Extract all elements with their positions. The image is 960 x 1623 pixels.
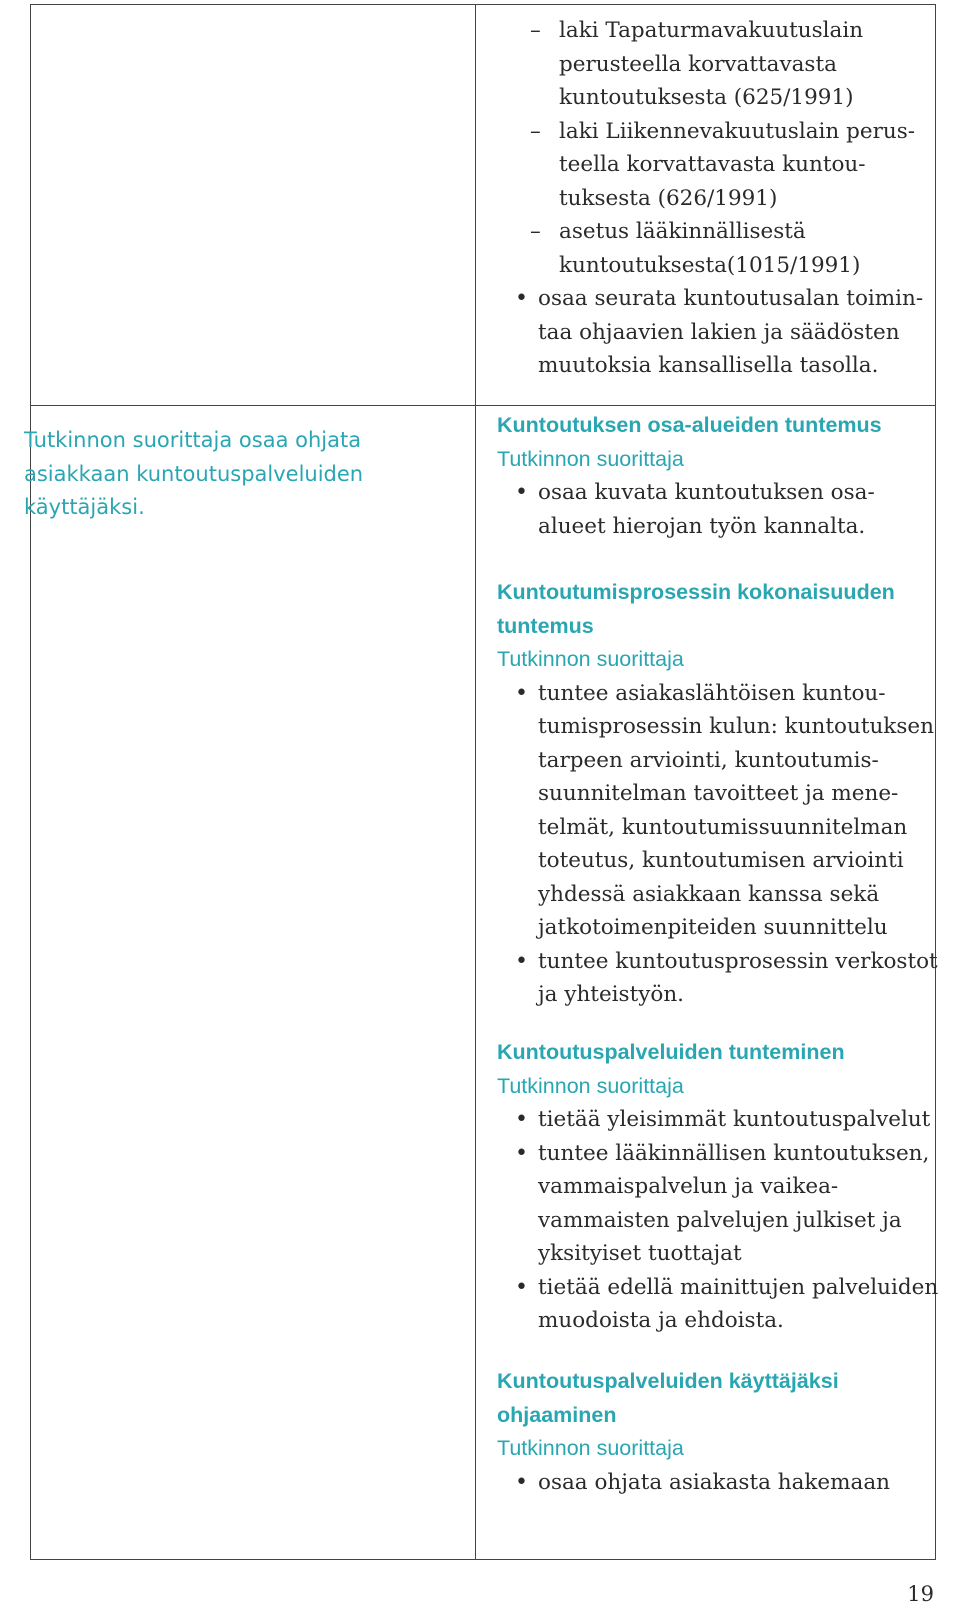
list-item: • tietää yleisimmät kuntoutuspalvelut [497, 1103, 957, 1137]
section-rehabilitation-areas [497, 409, 957, 543]
list-item: • tuntee asiakaslähtöisen kuntou- tumisprosessin kulun: kuntoutuksen tarpeen arviointi, kuntoutumis- suunnitelman tavoitteet ja mene- telmät, kuntoutumissuunnitelman toteutus, kuntoutumisen arviointi yhdessä asiakkaan kanssa sekä jatkotoimenpiteiden suunnittelu [497, 677, 957, 945]
section-subtitle: Tutkinnon suorittaja [497, 1073, 684, 1098]
goal-line: asiakkaan kuntoutuspalveluiden [24, 461, 364, 486]
curriculum-table [24, 4, 939, 1560]
section-rehabilitation-process [497, 576, 957, 1012]
section-title: Kuntoutuksen osa-alueiden tuntemus [497, 413, 882, 437]
section-rehabilitation-services [497, 1036, 957, 1338]
learning-goal-text [24, 424, 454, 525]
bullet-marker: • [515, 680, 528, 706]
bullet-marker: • [515, 286, 528, 311]
section-title: Kuntoutuspalveluiden tunteminen [497, 1040, 845, 1064]
list-item: • tuntee lääkinnällisen kuntoutuksen, vammaispalvelun ja vaikea- vammaisten palvelujen julkiset ja yksityiset tuottajat [497, 1137, 957, 1271]
goal-line: käyttäjäksi. [24, 495, 145, 519]
list-item: • osaa seurata kuntoutusalan toimin- taa ohjaavien lakien ja säädösten muutoksia kansallisella tasolla. [497, 282, 957, 383]
bullet-marker: • [515, 1469, 528, 1495]
section-subtitle: Tutkinnon suorittaja [497, 647, 684, 671]
legislation-list [497, 14, 957, 383]
bullet-marker: • [515, 480, 528, 505]
list-item: • tuntee kuntoutusprosessin verkostot ja yhteistyön. [497, 945, 957, 1012]
bullet-marker: • [515, 948, 528, 974]
bullet-marker: • [515, 1107, 528, 1132]
list-item: • osaa ohjata asiakasta hakemaan [497, 1466, 957, 1500]
bullet-marker: • [515, 1140, 528, 1166]
bullet-marker: • [515, 1274, 528, 1300]
list-item: – laki Liikennevakuutuslain perus- teella korvattavasta kuntou- tuksesta (626/1991) [497, 115, 957, 216]
row-divider [31, 405, 935, 406]
list-item: – laki Tapaturmavakuutuslain perusteella korvattavasta kuntoutuksesta (625/1991) [497, 14, 957, 115]
section-title: Kuntoutuspalveluiden käyttäjäksi ohjaaminen [497, 1369, 839, 1427]
dash-marker: – [530, 219, 541, 244]
section-subtitle: Tutkinnon suorittaja [497, 446, 684, 471]
goal-line: Tutkinnon suorittaja osaa ohjata [24, 428, 362, 452]
dash-marker: – [530, 118, 541, 144]
section-title: Kuntoutumisprosessin kokonaisuuden tuntemus [497, 580, 895, 638]
page-number: 19 [907, 1582, 934, 1606]
list-item: – asetus lääkinnällisestä kuntoutuksesta(1015/1991) [497, 215, 957, 282]
dash-marker: – [530, 18, 541, 43]
section-subtitle: Tutkinnon suorittaja [497, 1436, 684, 1460]
list-item: • osaa kuvata kuntoutuksen osa- alueet hierojan työn kannalta. [497, 476, 957, 543]
list-item: • tietää edellä mainittujen palveluiden muodoista ja ehdoista. [497, 1271, 957, 1338]
column-divider [475, 5, 476, 1559]
section-guiding-to-services [497, 1365, 957, 1499]
